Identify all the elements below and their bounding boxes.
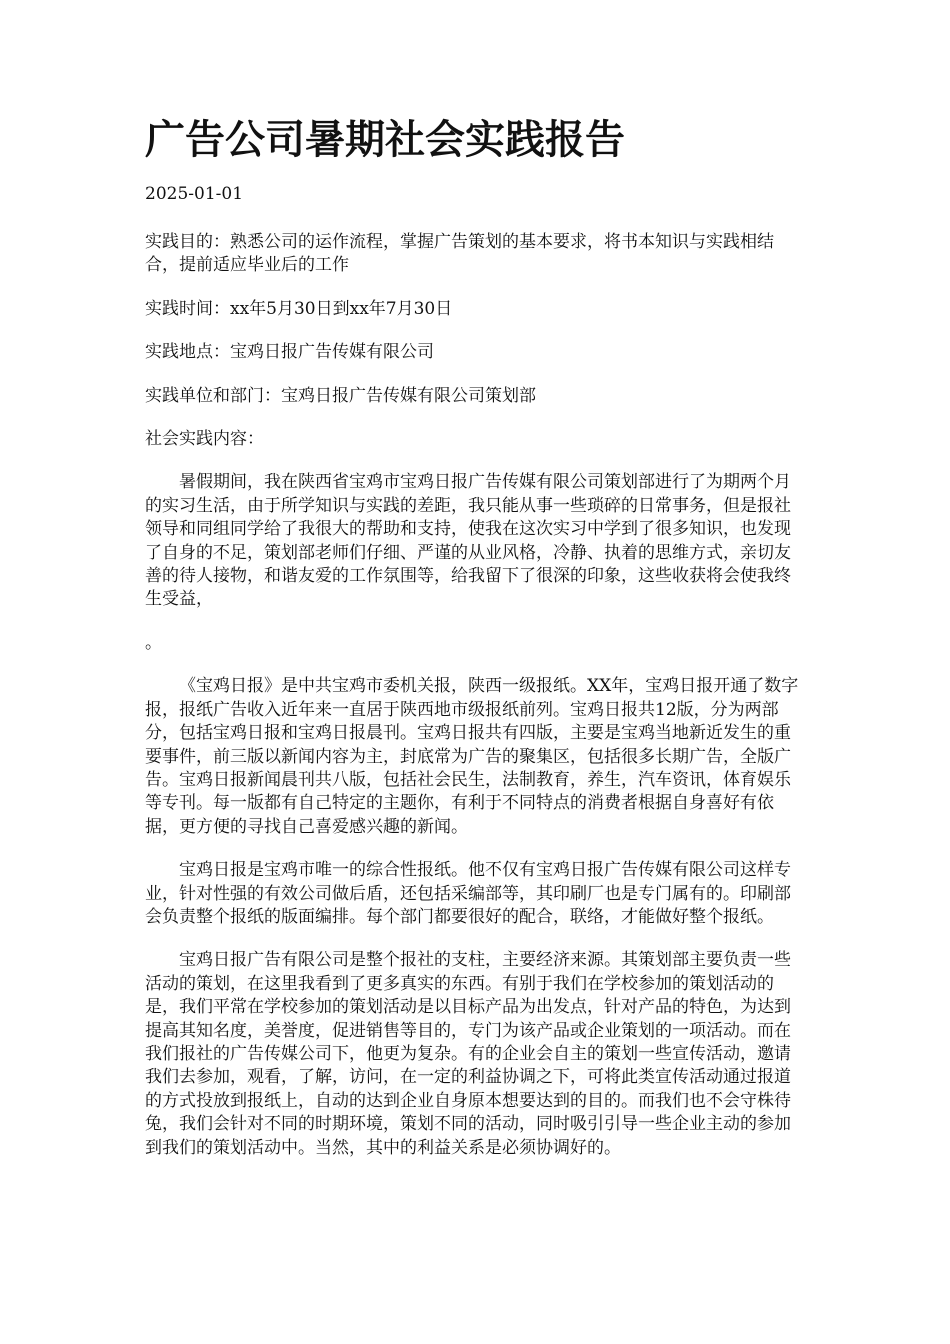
- body-paragraph: 宝鸡日报广告有限公司是整个报社的支柱，主要经济来源。其策划部主要负责一些活动的策划，在这里我看到了更多真实的东西。有别于我们在学校参加的策划活动的是，我们平常在学校参加的策划活动是以目标产品为出发点，针对产品的特色，为达到提高其知名度，美誉度，促进销售等目的，专门为该产品或企业策划的一项活动。而在我们报社的广告传媒公司下，他更为复杂。有的企业会自主的策划一些宣传活动，邀请我们去参加，观看，了解，访问，在一定的利益协调之下，可将此类宣传活动通过报道的方式投放到报纸上，自动的达到企业自身原本想要达到的目的。而我们也不会守株待兔，我们会针对不同的时期环境，策划不同的活动，同时吸引引导一些企业主动的参加到我们的策划活动中。当然，其中的利益关系是必须协调好的。: [145, 950, 791, 1158]
- page-title: 广告公司暑期社会实践报告: [145, 117, 625, 163]
- body-paragraph: 暑假期间，我在陕西省宝鸡市宝鸡日报广告传媒有限公司策划部进行了为期两个月的实习生活，由于所学知识与实践的差距，我只能从事一些琐碎的日常事务，但是报社领导和同组同学给了我很大的帮助和支持，使我在这次实习中学到了很多知识，也发现了自身的不足，策划部老师们仔细、严谨的从业风格，冷静、执着的思维方式，亲切友善的待人接物，和谐友爱的工作氛围等，给我留下了很深的印象，这些收获将会使我终生受益，: [145, 472, 791, 610]
- purpose-line: 实践目的：熟悉公司的运作流程，掌握广告策划的基本要求，将书本知识与实践相结合，提前适应毕业后的工作: [145, 232, 774, 276]
- document-page: [145, 112, 800, 1180]
- body-paragraph: 。: [145, 632, 162, 653]
- time-line: 实践时间：xx年5月30日到xx年7月30日: [145, 298, 453, 319]
- unit-line: 实践单位和部门：宝鸡日报广告传媒有限公司策划部: [145, 385, 536, 406]
- content-heading: 社会实践内容：: [145, 429, 264, 450]
- body-paragraph: 宝鸡日报是宝鸡市唯一的综合性报纸。他不仅有宝鸡日报广告传媒有限公司这样专业，针对性强的有效公司做后盾，还包括采编部等，其印刷厂也是专门属有的。印刷部会负责整个报纸的版面编排。每个部门都要很好的配合，联络，才能做好整个报纸。: [145, 860, 791, 927]
- body-paragraph: 《宝鸡日报》是中共宝鸡市委机关报，陕西一级报纸。XX年，宝鸡日报开通了数字报，报纸广告收入近年来一直居于陕西地市级报纸前列。宝鸡日报共12版，分为两部分，包括宝鸡日报和宝鸡日报晨刊。宝鸡日报共有四版，主要是宝鸡当地新近发生的重要事件，前三版以新闻内容为主，封底常为广告的聚集区，包括很多长期广告，全版广告。宝鸡日报新闻晨刊共八版，包括社会民生，法制教育，养生，汽车资讯，体育娱乐等专刊。每一版都有自己特定的主题你，有利于不同特点的消费者根据自身喜好有依据，更方便的寻找自己喜爱感兴趣的新闻。: [145, 676, 799, 837]
- place-line: 实践地点：宝鸡日报广告传媒有限公司: [145, 342, 434, 363]
- document-meta: [145, 231, 800, 451]
- document-date: 2025-01-01: [145, 184, 244, 204]
- document-body: [145, 471, 800, 1160]
